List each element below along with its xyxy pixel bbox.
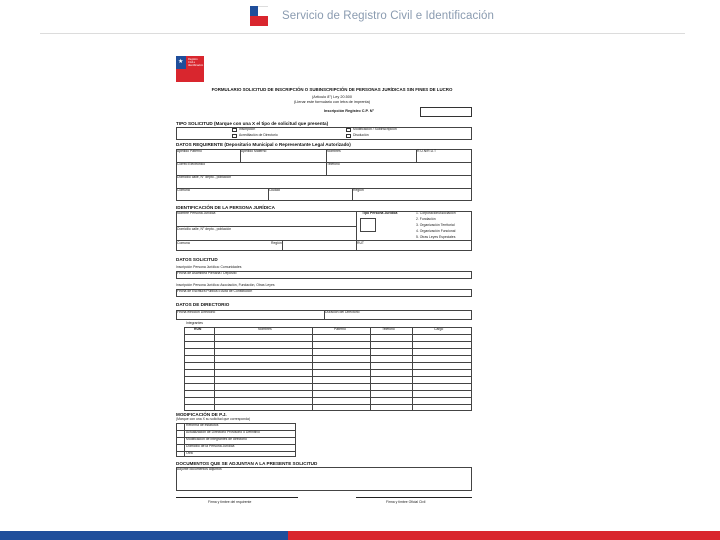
mod-option-3[interactable]: Modificación de integrantes de directorio xyxy=(186,437,247,441)
documentos-heading: DOCUMENTOS QUE SE ADJUNTAN A LA PRESENTE SOLICITUD xyxy=(176,461,318,466)
field-region-pj[interactable]: Región xyxy=(271,241,282,245)
footer-bar xyxy=(0,531,720,540)
firma-requirente-label: Firma y timbre del requirente xyxy=(208,500,252,504)
registry-label: Inscripción Registro C.P. N° xyxy=(324,109,374,113)
registry-number-box[interactable] xyxy=(420,107,472,117)
firma-oficial-label: Firma y timbre Oficial Civil xyxy=(386,500,426,504)
field-rut-pj[interactable]: RUT xyxy=(357,241,364,245)
tipo-pj-label: Tipo Persona Jurídica xyxy=(362,211,398,215)
tipo-checkbox-4[interactable] xyxy=(346,134,351,138)
identificacion-heading: IDENTIFICACIÓN DE LA PERSONA JURÍDICA xyxy=(176,205,275,210)
form-instructions: (Llenar este formulario con letra de imprenta) xyxy=(294,100,370,104)
field-correo[interactable]: Correo Electrónico xyxy=(177,162,206,166)
form-title: FORMULARIO SOLICITUD DE INSCRIPCIÓN O SUBINSCRIPCIÓN DE PERSONAS JURÍDICAS SIN FINES DE LUCRO xyxy=(211,87,453,92)
tipo-checkbox-3[interactable] xyxy=(232,134,237,138)
tipo-box xyxy=(176,127,472,140)
field-run[interactable]: R.U.N/R.U.T xyxy=(417,149,437,153)
signature-line-left xyxy=(176,497,298,498)
field-apellido-paterno[interactable]: Apellido Paterno xyxy=(177,149,202,153)
header-divider xyxy=(40,33,685,34)
field-domicilio-pj[interactable]: Domicilio calle, N° depto., población xyxy=(177,227,232,231)
registro-civil-logo xyxy=(250,6,268,26)
tipo-checkbox-2[interactable] xyxy=(346,128,351,132)
mod-option-4[interactable]: Domicilio de la Persona Jurídica xyxy=(186,444,235,448)
field-comuna[interactable]: Comuna xyxy=(177,188,190,192)
modificacion-heading: MODIFICACIÓN DE P.J. xyxy=(176,412,227,417)
signature-line-right xyxy=(356,497,472,498)
field-nombre-pj[interactable]: Nombre Persona Jurídica xyxy=(177,211,216,215)
star-icon: ★ xyxy=(178,59,184,65)
field-apellido-materno[interactable]: Apellido Materno xyxy=(241,149,267,153)
mod-option-5[interactable]: Otra xyxy=(186,451,193,455)
tipo-heading: TIPO SOLICITUD (Marque con una X el tipo de solicitud que presenta) xyxy=(176,121,329,126)
solicitud-heading: DATOS SOLICITUD xyxy=(176,257,218,262)
mod-option-1[interactable]: Reforma de estatutos xyxy=(186,423,219,427)
field-fecha-eleccion[interactable]: Fecha elección Directorio xyxy=(177,310,216,314)
field-telefono[interactable]: Teléfono xyxy=(327,162,340,166)
field-ciudad[interactable]: Ciudad xyxy=(269,188,280,192)
form-subtitle: (Artículo 8°) Ley 20.500 xyxy=(312,95,352,99)
field-comuna-pj[interactable]: Comuna xyxy=(177,241,190,245)
page-header xyxy=(0,0,720,34)
field-duracion[interactable]: Duración del Directorio xyxy=(325,310,360,314)
form-crest-logo: ★ Registro Civil e Identificación xyxy=(176,56,204,82)
mod-option-2[interactable]: Actualización de Directorio Provisorio o Definitivo xyxy=(186,430,260,434)
directorio-heading: DATOS DE DIRECTORIO xyxy=(176,302,230,307)
org-name: Servicio de Registro Civil e Identificación xyxy=(282,10,495,22)
tipo-checkbox-1[interactable] xyxy=(232,128,237,132)
field-nombres[interactable]: Nombres xyxy=(327,149,341,153)
tipo-pj-box[interactable] xyxy=(360,218,376,232)
form-document: ★ Registro Civil e Identificación FORMULARIO SOLICITUD DE INSCRIPCIÓN O SUBINSCRIPCIÓN DE PERSONAS JURÍDICAS SIN FINES DE LUCRO (Artículo 8°) Ley 20.500 (Llenar este formulario con letra de imprenta) Inscripción Registro C.P. N° TIPO SOLICITUD (Marque con una X el tipo de solicitud que presenta) Inscripción Modificación / Subinscripción Acreditación de Directorio Disolución DATOS REQUIRENTE (Depositario Municipal o Representante Legal Autorizado) Apellido Paterno Apellido Materno Nombres R.U.N/R.U.T Correo Electrónico Teléfono Domicilio calle, N° depto., población Comuna Ciudad Región IDENTIFICACIÓN DE LA PERSONA JURÍDICA Nombre Persona Jurídica Domicilio calle, N° depto., población Comuna Región RUT Tipo Persona Jurídica 1. Corporación/Asociación 2. Fundación 3. Organización Territorial 4. Organización Funcional 5. Otras Leyes Especiales DATOS SOLICITUD Inscripción Persona Jurídica: Comunidades Fecha de Asamblea Plenaria / Depósito Inscripción Persona Jurídica: Asociación, Fundación, Otras Leyes Fecha de Escritura Pública o Acta de Constitución DATOS DE DIRECTORIO Fecha elección Directorio Duración del Directorio Integrantes RUN Nombres Paterno Teléfono Cargo MODIFICACIÓN DE P.J. (Marque con una X su solicitud que corresponda) Reforma de estatutos Actualización de Directorio Provisorio o Definitivo Modificación de integrantes de directorio Domicilio de la Persona Jurídica Otra DOCUMENTOS QUE SE ADJUNTAN A LA PRESENTE SOLICITUD Adjunte documentos adjuntos Firma y timbre del requirente Firma y timbre Oficial Civil xyxy=(172,52,474,510)
field-region[interactable]: Región xyxy=(353,188,364,192)
requirente-heading: DATOS REQUIRENTE (Depositario Municipal o Representante Legal Autorizado) xyxy=(176,142,351,147)
field-domicilio[interactable]: Domicilio calle, N° depto., población xyxy=(177,175,232,179)
